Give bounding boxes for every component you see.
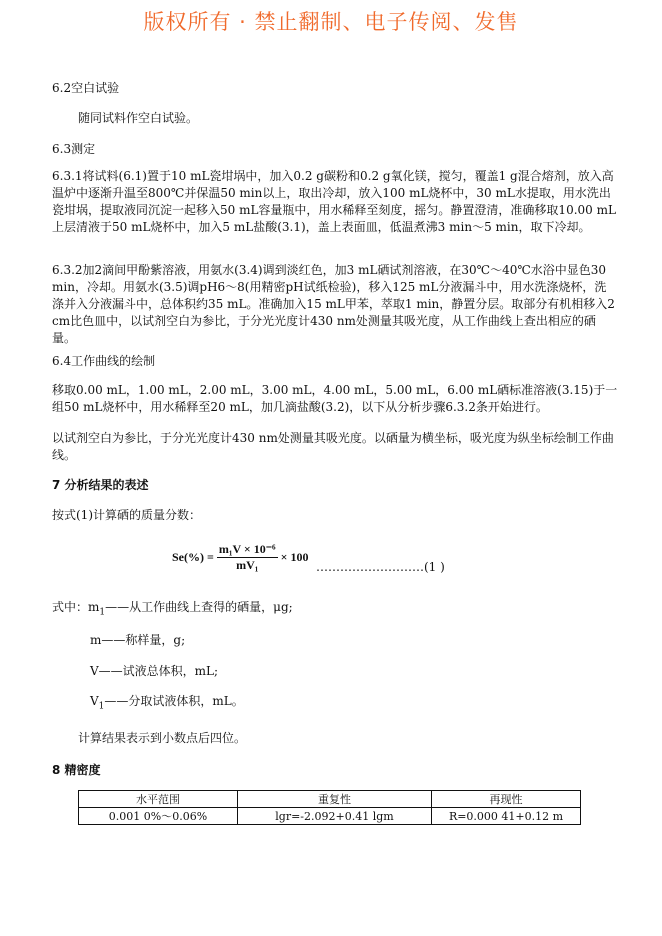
formula-denominator: mV₁ xyxy=(236,558,259,572)
var-subscript: 1 xyxy=(98,701,105,712)
table-cell: R=0.000 41+0.12 m xyxy=(432,808,581,825)
formula-numerator: m₁V × 10⁻⁶ xyxy=(218,542,276,556)
variable-definition xyxy=(90,662,218,679)
section-6-4-heading: 6.4工作曲线的绘制 xyxy=(52,354,156,368)
section-6-4-paragraph-1: 移取0.00 mL，1.00 mL，2.00 mL，3.00 mL，4.00 mL，5.00 mL，6.00 mL硒标准溶液(3.15)于一组50 mL烧杯中，用水稀释至20 mL，加几滴盐酸(3.2)，以下从分析步骤6.3.2条开始进行。 xyxy=(52,383,618,414)
section-6-2-heading: 6.2空白试验 xyxy=(52,81,120,95)
var-description: ——分取试液体积，mL。 xyxy=(104,694,244,708)
var-symbol: V xyxy=(90,694,99,708)
var-description: ——试液总体积，mL; xyxy=(98,664,219,678)
table-cell: 0.001 0%～0.06% xyxy=(79,808,238,825)
variable-definition xyxy=(90,692,244,711)
table-row xyxy=(79,808,581,825)
table-header-cell: 水平范围 xyxy=(79,791,238,808)
table-cell: lgr=-2.092+0.41 lgm xyxy=(238,808,432,825)
var-subscript: 1 xyxy=(99,607,106,618)
where-label: 式中： xyxy=(52,600,89,614)
copyright-banner: 版权所有 · 禁止翻制、电子传阅、发售 xyxy=(143,10,519,34)
formula-rhs: × 100 xyxy=(280,550,309,564)
precision-table xyxy=(78,790,581,825)
section-6-3-1-paragraph: 6.3.1将试料(6.1)置于10 mL瓷坩埚中，加入0.2 g碳粉和0.2 g氧化镁，搅匀，覆盖1 g混合熔剂，放入高温炉中逐渐升温至800℃并保温50 min以上，取出冷却，放入100 mL烧杯中，30 mL水提取，用水洗出瓷坩埚，提取液同沉淀一起移入50 mL容量瓶中，用水稀释至刻度，摇匀。静置澄清，准确移取10.00 mL上层清液于50 mL烧杯中，加入5 mL盐酸(3.1)，盖上表面皿，低温煮沸3 min～5 min，取下冷却。 xyxy=(52,169,616,234)
var-description: ——称样量，g; xyxy=(101,633,186,647)
section-6-3-2-paragraph: 6.3.2加2滴间甲酚紫溶液，用氨水(3.4)调到淡红色，加3 mL硒试剂溶液，在30℃～40℃水浴中显色30 min，冷却。用氨水(3.5)调pH6～8(用精密pH试纸检验)，移入125 mL分液漏斗中，用水洗涤烧杯，洗涤并入分液漏斗中，总体积约35 mL。准确加入15 mL甲苯，萃取1 min，静置分层。取部分有机相移入2 cm比色皿中，以试剂空白为参比，于分光光度计430 nm处测量其吸光度，从工作曲线上查出相应的硒量。 xyxy=(52,263,615,345)
where-clause xyxy=(52,598,293,617)
rounding-note: 计算结果表示到小数点后四位。 xyxy=(78,731,247,745)
section-8-heading: 8 精密度 xyxy=(52,763,101,777)
variable-definition xyxy=(90,631,185,648)
formula-fraction xyxy=(217,542,278,573)
section-6-3-heading: 6.3测定 xyxy=(52,142,96,156)
section-6-4-paragraph-2: 以试剂空白为参比，于分光光度计430 nm处测量其吸光度。以硒量为横坐标，吸光度为纵坐标绘制工作曲线。 xyxy=(52,431,614,462)
formula-number: ………………………(1 ) xyxy=(316,560,445,574)
section-6-2-text: 随同试料作空白试验。 xyxy=(78,111,199,125)
mass-fraction-formula xyxy=(172,542,309,573)
var-symbol: m xyxy=(90,633,102,647)
formula-lhs: Se(%) = xyxy=(172,550,214,564)
formula-intro: 按式(1)计算硒的质量分数： xyxy=(52,508,201,522)
var-symbol: V xyxy=(90,664,99,678)
table-header-cell: 再现性 xyxy=(432,791,581,808)
var-symbol: m xyxy=(88,600,100,614)
table-header-cell: 重复性 xyxy=(238,791,432,808)
section-7-heading: 7 分析结果的表述 xyxy=(52,478,149,492)
var-description: ——从工作曲线上查得的硒量，μg; xyxy=(105,600,293,614)
table-header-row xyxy=(79,791,581,808)
